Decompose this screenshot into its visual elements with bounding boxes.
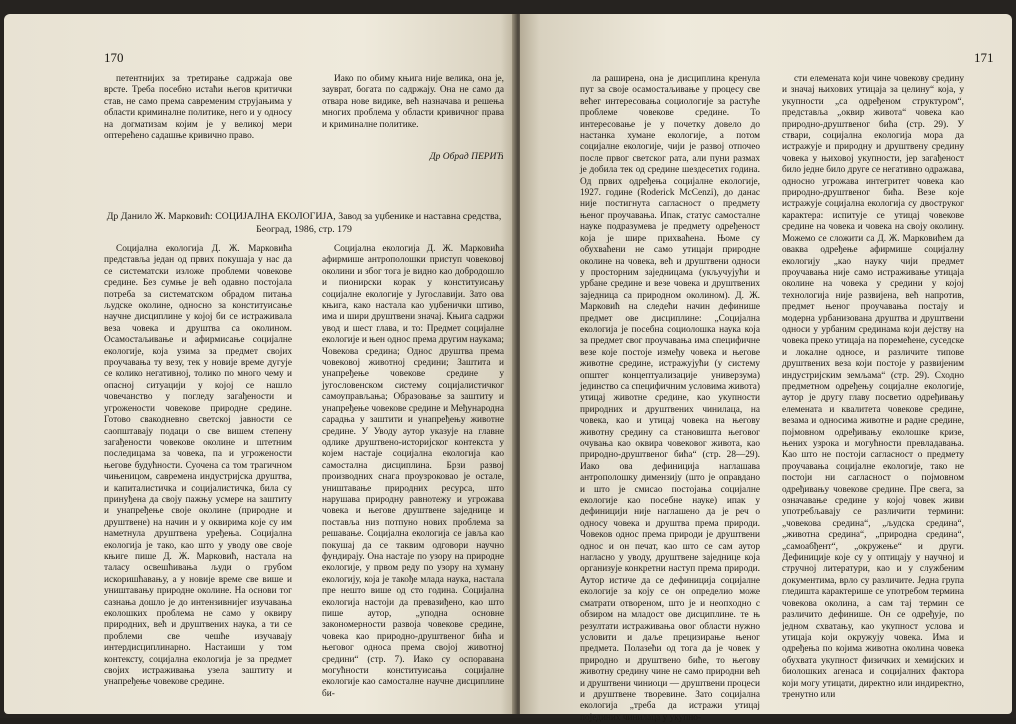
page-number-left: 170 bbox=[104, 50, 124, 65]
paragraph: Социјална екологија Д. Ж. Марковића представља један од првих покушаја у нас да се систематски изложе проблеми човекове средине. Без сумње је већ одавно постојала потреба за систематском обрадом питања људске околине, односно за конституисање научне дисциплине у којој би се истраживала веза човека и друштва са околином. Осамостаљивање и афирмисање социјалне екологије, која узима за предмет својих проучавања ту везу, тек у новије време дугује се колико негативној, толико по много чему и опасној ситуацији у којој се нашло човечанство у погледу загађености и угрожености човекове природне средине. Готово свакодневно светској јавности се саопштавају подаци о све вишем степену загађености човекове околине и штетним последицама за човека, па и угрожености његове будућности. Суочена са том трагичном чињеницом, савремена индустријска друштва, и капиталистичка и социјалистичка, била су принуђена да своју пажњу усмере на заштиту и унапређење своје околине (природне и друштвене) на начин и у оквирима које су им наметнула друштвена уређења. Социјална екологија је тако, као што у уводу ове своје књиге пише Д. Ж. Марковић, настала на таласу освешћивања људи о грубом искоришћавању, а у новије време све више и уништавању природне околине. На основи тог сазнања дошло је до интензивнијег изучавања еколошких проблема не само у оквиру природних, већ и друштвених наука, а ти се проблеми све чешће изучавају интердисциплинарно. Настаиши у том контексту, социјална екологија је за предмет својих истраживања узела заштиту и унапређење човекове средине. bbox=[104, 244, 292, 688]
reviewer-signature: Др Обрад ПЕРИЋ bbox=[429, 152, 504, 162]
right-page bbox=[520, 14, 1012, 723]
right-column-1 bbox=[580, 74, 760, 723]
left-column-2 bbox=[322, 244, 504, 710]
page-number-right: 171 bbox=[974, 50, 994, 65]
paragraph: ла раширена, она је дисциплина кренула пут за своје осамостаљивање у процесу све већег интересовања социологије за растуће проблеме човекове средине. То интересовање је у почетку довело до настанка хумане екологије, а потом социјалне екологије, чији је развој отпочео после првог светског рата, али пуни размах је добила тек од средине шездесетих година. Од првих одређења социјалне екологије, 1927. године (Roderick McCenzi), до данас није постигнута сагласност о предмету њеног проучавања. Ипак, статус самосталне науке подразумева је предмету одређеност која је шире прихваћена. Њоме су обухваћени не само утицаји природне околине на човека, већ и друштвени односи у просторним заједницама (укључујући и урбане средине и везе човека и друштвених заједница са природном околином). Д. Ж. Марковић на следећи начин дефинише предмет ове дисциплине: „Социјална екологија је посебна социолошка наука која за предмет свог проучавања има специфичне везе које постоје између човека и његове животне средине, истражујући (у систему општег концептуализације универзума) јединство са специфичним условима живота) утицај животне средине, као укупности природних и друштвених чинилаца, на човека, као и утицај човека на његову животну средину са становишта његовог очувања као оквира човековог живота, као природно-друштвеног бића“ (стр. 28—29). Иако ова дефиниција наглашава антрополошку димензију (што је оправдано и што је смисао постојања социјалне екологије као посебне науке) ипак у дефиницији није наглашено да је реч о односу човека и друштва према природи. Човеков однос према природи је друштвени однос и он печат, као што се сам аутор нагласно у уводу, друштвене заједнице која организује конкретни наступ према природи. Аутор истиче да се дефиниција социјалне екологије за коју се он определио може сматрати отвореном, што је и неопходно с обзиром на младост ове дисциплине. те њ резултати истраживања овог области нужно условити и даље прецизирање њеног предмета. Полазећи од тога да је човек у природно и друштвено биће, то његову животну средину чине не само природни већ и друштвени чиниоци — друштвени процеси и друштвене творевине. Зато социјална екологија „треба да истражи утицај појединих чинилаца у укупно- bbox=[580, 74, 760, 723]
review-heading: Др Данило Ж. Марковић: СОЦИЈАЛНА ЕКОЛОГИЈА, Завод за уџбенике и наставна средства, Београд, 1986, стр. 179 bbox=[106, 211, 502, 235]
left-column-1 bbox=[104, 244, 292, 710]
left-page bbox=[4, 14, 516, 714]
right-column-2 bbox=[782, 74, 964, 710]
paragraph: петентнијих за третирање садржаја ове врсте. Треба посебно истаћи његов критички став, не само према савременим струјањима у области криминалне политике, него и у односу на догматизам којим је у великој мери оптерећено садашње кривично право. bbox=[104, 74, 292, 142]
paragraph: сти елемената који чине човекову средину и значај њихових утицаја за целину“ која, у укупности „са одређеном структуром“, представља „оквир живота“ човека као природно-друштвеног бића (стр. 29). У ствари, социјална екологија мора да истражује и природну и друштвену средину човека у њиховој укупности, јер загађеност било једне било друге се негативно одражава, односно угрожава интегритет човека као природно-друштвеног бића. Везе које истражује социјална екологија су двоструког карактера: испитује се утицај човекове средине на човека и човека на своју околину. Можемо се сложити са Д. Ж. Марковићем да оваква одређење афирмише социјалну екологију „као науку чији предмет проучавања није само истраживање утицаја околине на човека у средини у којој технологија није развијена, већ напротив, предмет њеног проучавања постају и модерна урбанизована друштва и друштвени односи у урбаним срединама који дејству на човека преко утицаја на поремећене, суседске и локалне односе, и различите типове друштвених веза који постоје у развијеним индустријским земљама“ (стр. 29). Сходно предметном одређењу социјалне екологије, аутор је другу главу посветио одређивању елемената и квалитета човекове средине, везама и односима животне и радне средине, појмовном одређивању еколошке кризе, њених узрока и могућности превладавања. Као што не постоји сагласност о предмету проучавања социјалне екологије, тако не постоји ни сагласност о појмовном одређивању човекове средине. Пре свега, за означавање средине у којој човек живи употребљавају се различити термини: „човекова средина“, „људска средина“, „животна средина“, „природна средина“, „самоабђент“, „окружење“ и други. Дефиниције које су у оптицају у научној и стручној литератури, као и у службеним документима, врло су различите. Једна група гледишта карактерише се употребом термина човекова околина, а сам тај термин се различито дефинише. Он се одређује, по једном схватању, као укупност услова и утицаја који окружују човека. Има и одређења по којима животна околина човека обухвата укупност физичких и хемијских и биолошких агенаса и социјалних фактора који могу утицати, директно или индиректно, тренутно или bbox=[782, 74, 964, 700]
paragraph: Иако по обиму књига није велика, она је, зауврат, богата по садржају. Она не само да отвара нове видике, већ назначава и решења многих проблема у области кривичног права и криминалне политике. bbox=[322, 74, 504, 130]
left-top-column-1 bbox=[104, 74, 292, 170]
left-top-column-2 bbox=[322, 74, 504, 158]
paragraph: Социјална екологија Д. Ж. Марковића афирмише антрополошки приступ човековој околини и због тога је видно као добродошло и пионирски корак у конституисању социјалне екологије у Југославији. Зато ова књига, како настала као уџбенички штиво, има и шири друштвени значај. Књига садржи увод и шест глава, и то: Предмет социјалне екологије и њен однос према другим наукама; Човекова средина; Однос друштва према човековој животној средини; Заштита и унапређење човекове средине у југословенском систему социјалистичког самоуправљања; Образовање за заштиту и унапређење човекове средине и Међународна сарадња у заштити и унапређењу животне средине. У Уводу аутор указује на главне одлике друштвено-историјског контекста у којем настаје социјална екологија као самостална дисциплина. Брзи развој производних снага проузроковао је остале, уништавање природних ресурса, што нарушава природну равнотежу и угрожава човека и његове друштвене заједнице и поставља низ потпуно нових проблема за решавање. Социјална екологија се јавља као покушај да се таквим одговори научно фундирају. Она настаје по узору на природне екологије, у првом реду по узору на хуману екологију, која је такође млада наука, настала пре нешто више од сто година. Социјална екологија настоји да превазиђено, као што пише аутор, „уподна основне закономерности развоја човекове средине, човека као природно-друштвеног бића и његовог односа према својој животној средини“ (стр. 7). Иако су оспоравана могућности конституисања социјалне екологије као самосталне научне дисциплине би- bbox=[322, 244, 504, 699]
